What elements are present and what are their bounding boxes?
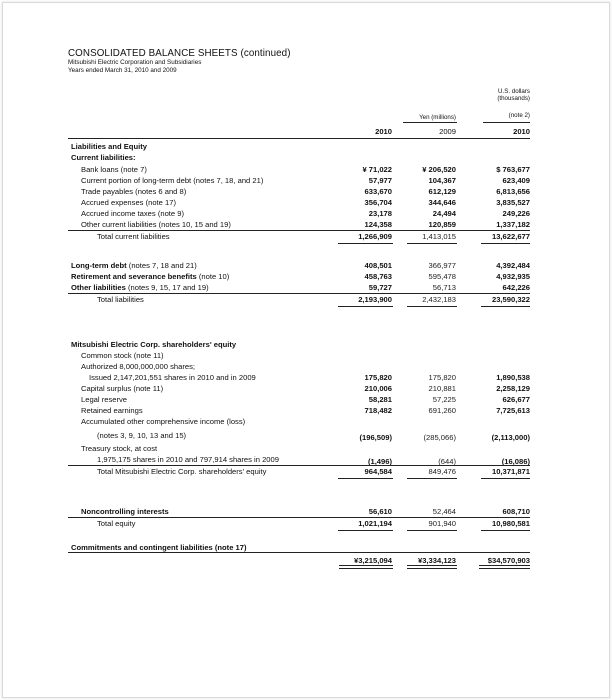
total-rule-c [481,243,530,244]
yen-label: Yen (millions) [419,114,456,121]
table-row: Accumulated other comprehensive income (loss) [81,417,246,426]
total-rule-c [481,478,530,479]
table-row: Authorized 8,000,000,000 shares; [81,362,195,371]
company-name: Mitsubishi Electric Corporation and Subsidiaries [68,59,202,66]
col-2009: 2009 [439,127,456,136]
section-liabilities-equity: Liabilities and Equity [71,142,147,151]
total-rule-b [407,243,457,244]
total-rule-a [338,243,393,244]
grand-total-top-rule [68,552,530,553]
document-header [68,48,291,75]
total-rule-b [407,306,457,307]
usd-label-1: U.S. dollars [498,88,530,95]
section-shareholders-equity: Mitsubishi Electric Corp. shareholders' equity [71,340,237,349]
col-usd-2010: 2010 [513,127,530,136]
document-page: CONSOLIDATED BALANCE SHEETS (continued) Mitsubishi Electric Corporation and Subsidiaries Years ended March 31, 2010 and 2009 U.S. dollars (thousands) (note 2) Yen (millions) 2010 2009 2010 Liabilities and Equity Current liabilities: Bank loans (note 7) ¥ 71,022 ¥ 206,520 $ 763,677 Current portion of long-term debt (notes 7, 18, and 21) 57,977 104,367 623,409 Trade payables (notes 6 and 8) 633,670 612,129 6,813,656 Accrued expenses (note 17) 356,704 344,646 3,835,527 Accrued income taxes (note 9) 23,178 24,494 249,226 Other current liabilities (notes 10, 15 and 19) 124,358 120,859 1,337,182 Total current liabilities 1,266,909 1,413,015 13,622,677 Long-term debt (notes 7, 18 and 21) 408,501 366,977 4,392,484 Retirement and severance benefits (note 10) 458,763 595,478 4,932,935 Other liabilities (notes 9, 15, 17 and 19) 59,727 56,713 642,226 Total liabilities 2,193,900 2,432,183 23,590,322 Mitsubishi Electric Corp. shareholders' equity Common stock (note 11) Authorized 8,000,000,000 shares; Issued 2,147,201,551 shares in 2010 and in 2009 175,820 175,820 1,890,538 Capital surplus (note 11) 210,006 210,881 2,258,129 Legal reserve 58,281 57,225 626,677 Retained earnings 718,482 691,260 7,725,613 Accumulated other comprehensive income (loss) (notes 3, 9, 10, 13 and 15) (196,509) (285,066) (2,113,000) Treasury stock, at cost 1,975,175 shares in 2010 and 797,914 shares in 2009 (1,496) (644) (16,086) Total Mitsubishi Electric Corp. shareholders' equity 964,584 849,476 10,371,871 Noncontrolling interests 56,610 52,464 608,710 Total equity 1,021,194 901,940 10,980,581 Commitments and contingent liabilities (note 17) ¥3,215,094 ¥3,334,123 $34,570,903 [2,2,610,698]
grand-total-usd: $34,570,903 [487,556,530,565]
table-row: Common stock (note 11) [81,351,164,360]
usd-label-3: (note 2) [508,112,530,119]
col-2010: 2010 [375,127,392,136]
grand-total-2010: ¥3,215,094 [353,556,392,565]
section-commitments: Commitments and contingent liabilities (note 17) [71,543,247,552]
grand-double-rule-b [407,565,457,569]
grand-total-2009: ¥3,334,123 [417,556,456,565]
grand-double-rule-c [479,565,530,569]
total-rule-a [338,478,393,479]
subtotal-rule [68,465,530,466]
grand-double-rule-a [339,565,393,569]
usd-header-rule [483,122,530,123]
total-rule-a [338,530,393,531]
total-rule-c [481,306,530,307]
total-rule-b [407,478,457,479]
usd-label-2: (thousands) [497,95,530,102]
total-rule-c [481,530,530,531]
subtotal-rule [68,230,530,231]
header-bottom-rule [68,138,530,139]
total-rule-b [407,530,457,531]
period-text: Years ended March 31, 2010 and 2009 [68,67,177,74]
page-title: CONSOLIDATED BALANCE SHEETS (continued) [68,48,291,59]
section-current-liabilities: Current liabilities: [71,153,136,162]
total-rule-a [338,306,393,307]
subtotal-rule [68,517,530,518]
subtotal-rule [68,293,530,294]
table-row: Treasury stock, at cost [81,444,158,453]
yen-header-rule [403,122,457,123]
